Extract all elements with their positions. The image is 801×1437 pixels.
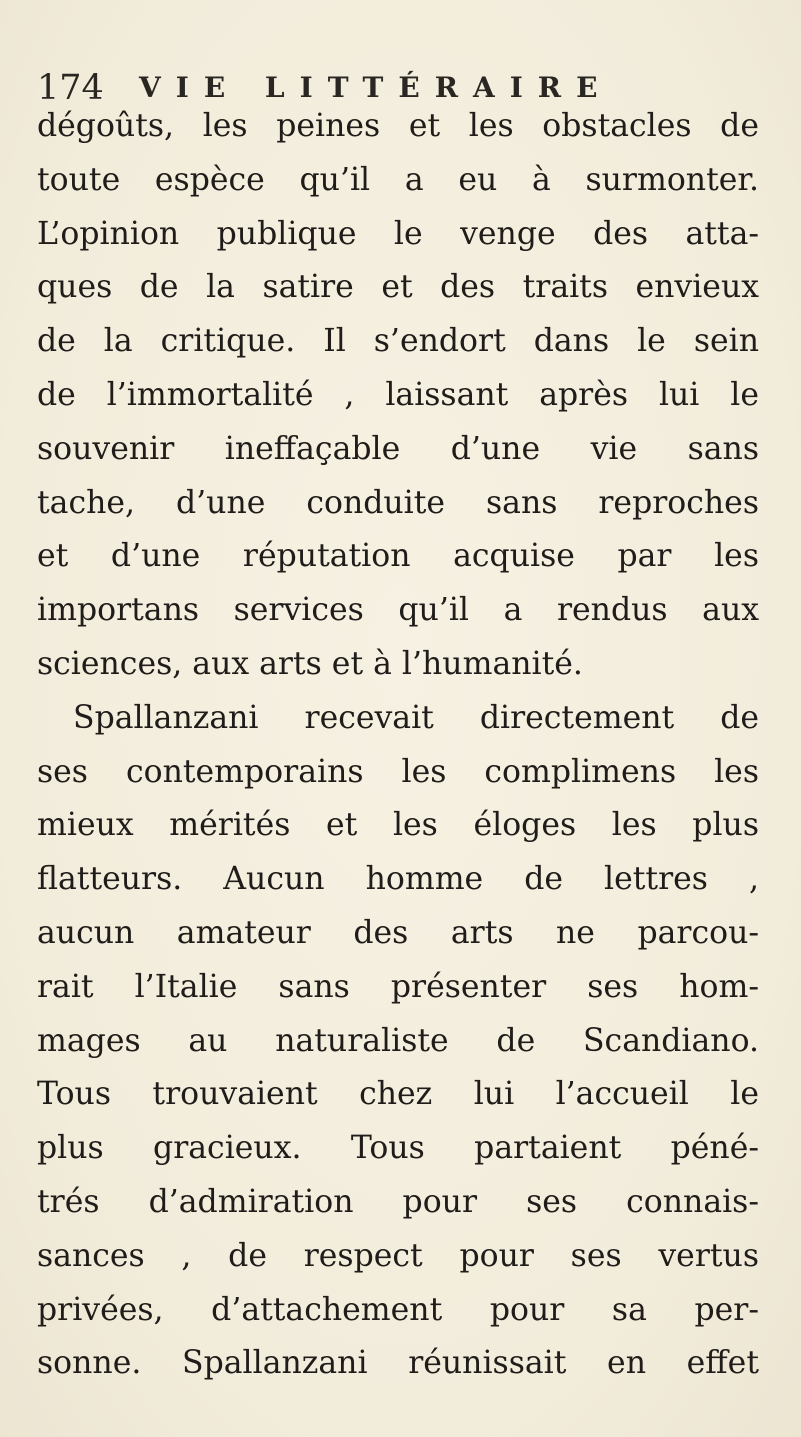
- text-line: Tous trouvaient chez lui l’accueil le: [37, 1076, 759, 1113]
- text-line: rait l’Italie sans présenter ses hom-: [37, 968, 759, 1005]
- text-line: flatteurs. Aucun homme de lettres ,: [37, 861, 759, 898]
- text-line: mieux mérités et les éloges les plus: [37, 807, 759, 844]
- text-line: privées, d’attachement pour sa per-: [37, 1291, 759, 1328]
- body-text: [37, 100, 759, 1391]
- text-line: L’opinion publique le venge des atta-: [37, 215, 759, 252]
- text-line: de la critique. Il s’endort dans le sein: [37, 323, 759, 360]
- text-line: toute espèce qu’il a eu à surmonter.: [37, 161, 759, 198]
- text-line: sances , de respect pour ses vertus: [37, 1237, 759, 1274]
- text-line: et d’une réputation acquise par les: [37, 538, 759, 575]
- paragraph-start-line: Spallanzani recevait directement de: [73, 699, 759, 736]
- text-line: tache, d’une conduite sans reproches: [37, 484, 759, 521]
- text-line: sonne. Spallanzani réunissait en effet: [37, 1345, 759, 1382]
- text-line: importans services qu’il a rendus aux: [37, 592, 759, 629]
- running-title: VIE LITTÉRAIRE: [139, 71, 613, 104]
- text-line: de l’immortalité , laissant après lui le: [37, 376, 759, 413]
- page-number: 174: [37, 68, 104, 108]
- text-line: souvenir ineffaçable d’une vie sans: [37, 430, 759, 467]
- text-line: ses contemporains les complimens les: [37, 753, 759, 790]
- text-line: mages au naturaliste de Scandiano.: [37, 1022, 759, 1059]
- text-line: sciences, aux arts et à l’humanité.: [37, 645, 583, 682]
- text-line: trés d’admiration pour ses connais-: [37, 1183, 759, 1220]
- text-line: dégoûts, les peines et les obstacles de: [37, 108, 759, 144]
- text-line: ques de la satire et des traits envieux: [37, 269, 759, 306]
- text-line: aucun amateur des arts ne parcou-: [37, 914, 759, 951]
- text-line: plus gracieux. Tous partaient péné-: [37, 1130, 759, 1167]
